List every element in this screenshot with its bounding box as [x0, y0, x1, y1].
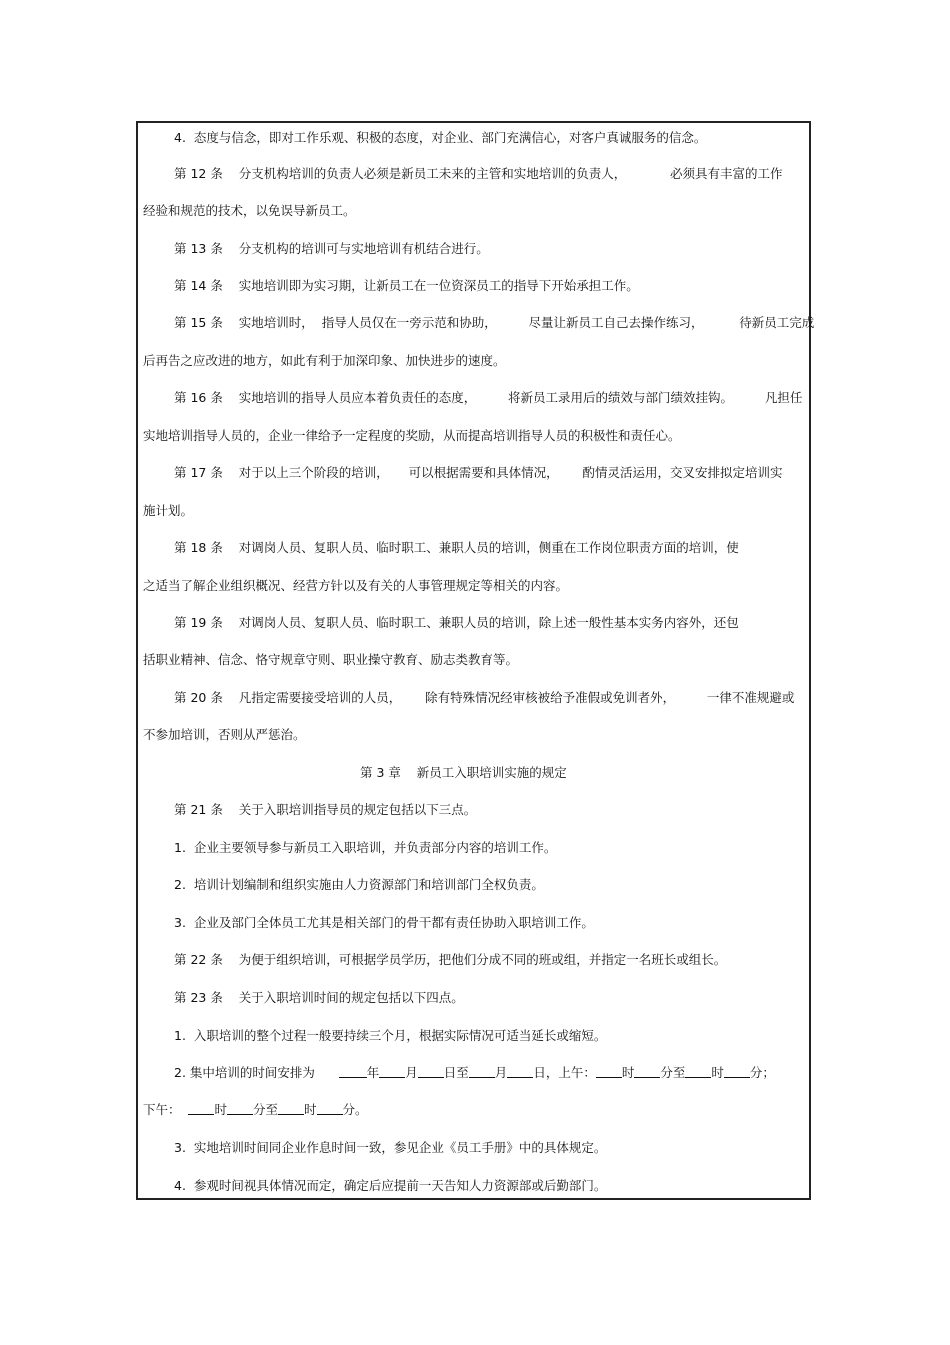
pm-min-blank-2 — [317, 1102, 343, 1115]
time-item-3: 3. 实地培训时间同企业作息时间一致，参见企业《员工手册》中的具体规定。 — [174, 1140, 607, 1155]
list-item-2: 2. 培训计划编制和组织实施由人力资源部门和培训部门全权负责。 — [174, 877, 544, 892]
article-21: 第 21 条 关于入职培训指导员的规定包括以下三点。 — [174, 802, 477, 817]
article-20: 第 20 条 凡指定需要接受培训的人员， 除有特殊情况经审核被给予准假或免训者外， 一律不准规避或 — [174, 690, 795, 705]
month-label-1: 月 — [405, 1065, 418, 1080]
min-blank-2 — [724, 1065, 750, 1078]
month-blank-2 — [469, 1065, 495, 1078]
article-19: 第 19 条 对调岗人员、复职人员、临时职工、兼职人员的培训，除上述一般性基本实务内容外，还包 — [174, 615, 739, 630]
list-item-3: 3. 企业及部门全体员工尤其是相关部门的骨干都有责任协助入职培训工作。 — [174, 915, 594, 930]
day-am-label: 日，上午： — [533, 1065, 596, 1080]
article-22: 第 22 条 为便于组织培训，可根据学员学历，把他们分成不同的班或组，并指定一名班长或组长。 — [174, 952, 727, 967]
day-blank-1 — [418, 1065, 444, 1078]
article-18-cont: 之适当了解企业组织概况、经营方针以及有关的人事管理规定等相关的内容。 — [143, 578, 569, 593]
list-item-1: 1. 企业主要领导参与新员工入职培训，并负责部分内容的培训工作。 — [174, 840, 557, 855]
pm-hour-label-2: 时 — [304, 1102, 317, 1117]
article-16: 第 16 条 实地培训的指导人员应本着负责任的态度， 将新员工录用后的绩效与部门绩效挂钩。 凡担任 — [174, 390, 803, 405]
chapter-3-heading: 第 3 章 新员工入职培训实施的规定 — [360, 765, 567, 780]
article-19-cont: 括职业精神、信念、恪守规章守则、职业操守教育、励志类教育等。 — [143, 652, 519, 667]
hour-blank-2 — [685, 1065, 711, 1078]
year-blank — [339, 1065, 367, 1078]
min-blank-1 — [634, 1065, 660, 1078]
pm-hour-label-1: 时 — [214, 1102, 227, 1117]
list-item-4: 4. 态度与信念，即对工作乐观、积极的态度，对企业、部门充满信心，对客户真诚服务的信念。 — [174, 130, 707, 145]
hour-label-1: 时 — [621, 1065, 635, 1080]
hour-blank-1 — [596, 1065, 622, 1078]
day-blank-2 — [507, 1065, 533, 1078]
pm-min-blank-1 — [227, 1102, 253, 1115]
time-item-2-cont — [143, 1102, 368, 1118]
time-item-4: 4. 参观时间视具体情况而定，确定后应提前一天告知人力资源部或后勤部门。 — [174, 1178, 607, 1193]
min-end-label: 分； — [749, 1065, 775, 1080]
year-label: 年 — [366, 1065, 380, 1080]
time-item-2 — [174, 1065, 775, 1081]
article-12: 第 12 条 分支机构培训的负责人必须是新员工未来的主管和实地培训的负责人， 必须具有丰富的工作 — [174, 166, 783, 181]
pm-hour-blank-2 — [278, 1102, 304, 1115]
article-17-cont: 施计划。 — [143, 503, 194, 518]
article-13: 第 13 条 分支机构的培训可与实地培训有机结合进行。 — [174, 241, 489, 256]
article-18: 第 18 条 对调岗人员、复职人员、临时职工、兼职人员的培训，侧重在工作岗位职责方面的培训，使 — [174, 540, 739, 555]
article-17: 第 17 条 对于以上三个阶段的培训， 可以根据需要和具体情况， 酌情灵活运用，交叉安排拟定培训实 — [174, 465, 783, 480]
pm-min-to-label: 分至 — [252, 1102, 278, 1117]
article-23: 第 23 条 关于入职培训时间的规定包括以下四点。 — [174, 990, 464, 1005]
article-15: 第 15 条 实地培训时， 指导人员仅在一旁示范和协助， 尽量让新员工自己去操作练习， 待新员工完成 — [174, 315, 815, 330]
pm-label: 下午： — [143, 1102, 181, 1117]
article-12-cont: 经验和规范的技术，以免误导新员工。 — [143, 203, 356, 218]
day-to-label: 日至 — [443, 1065, 469, 1080]
hour-label-2: 时 — [711, 1065, 724, 1080]
pm-min-end-label: 分。 — [342, 1102, 368, 1117]
time-item-2-label: 2. 集中培训的时间安排为 — [174, 1065, 315, 1080]
month-label-2: 月 — [494, 1065, 508, 1080]
article-14: 第 14 条 实地培训即为实习期，让新员工在一位资深员工的指导下开始承担工作。 — [174, 278, 639, 293]
min-to-label: 分至 — [660, 1065, 686, 1080]
article-15-cont: 后再告之应改进的地方，如此有利于加深印象、加快进步的速度。 — [143, 353, 506, 368]
month-blank-1 — [379, 1065, 405, 1078]
time-item-1: 1. 入职培训的整个过程一般要持续三个月，根据实际情况可适当延长或缩短。 — [174, 1028, 607, 1043]
article-16-cont: 实地培训指导人员的，企业一律给予一定程度的奖励，从而提高培训指导人员的积极性和责任心。 — [143, 428, 681, 443]
pm-hour-blank-1 — [188, 1102, 214, 1115]
article-20-cont: 不参加培训，否则从严惩治。 — [143, 727, 306, 742]
